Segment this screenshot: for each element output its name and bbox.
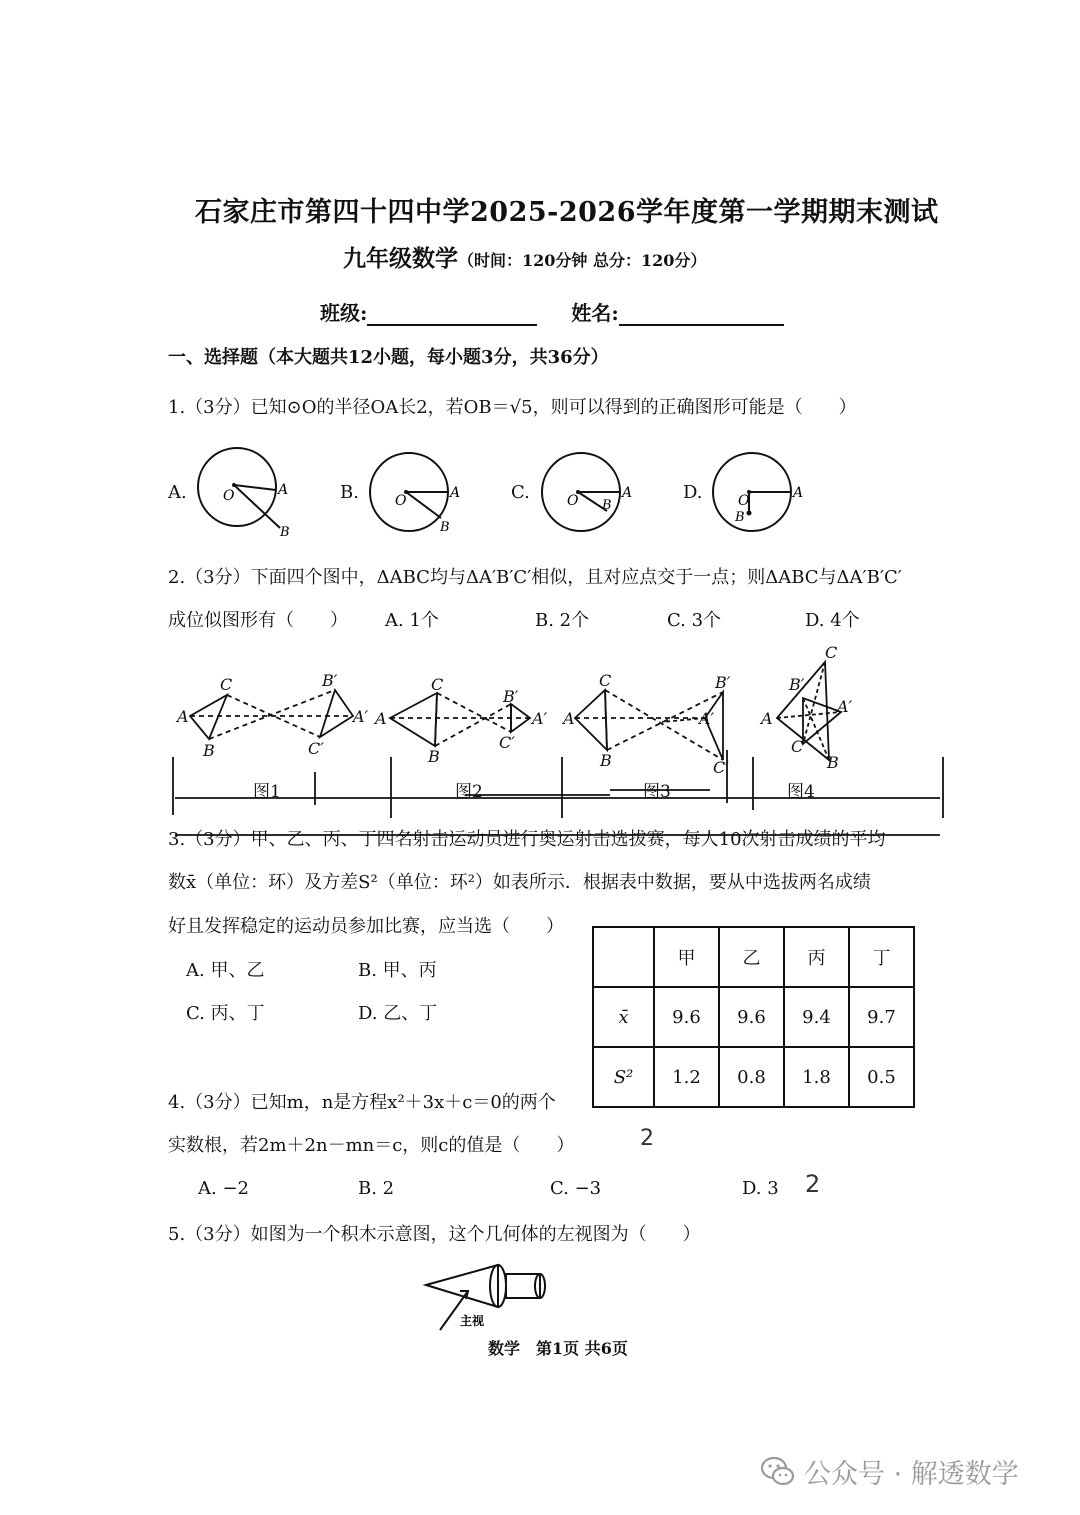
q2-option-b: B. 2个 <box>535 610 590 631</box>
fig4-label-b2: B′ <box>789 675 805 694</box>
watermark <box>760 1452 1019 1491</box>
fig1-label-a: A <box>177 707 189 726</box>
q1-stem: 1.（3分）已知⊙O的半径OA长2，若OB＝√5，则可以得到的正确图形可能是（ ） <box>168 397 857 418</box>
q1-figure-d <box>705 445 815 540</box>
q3-line1: 3.（3分）甲、乙、丙、丁四名射击运动员进行奥运射击选拔赛，每人10次射击成绩的平均 <box>168 829 886 850</box>
q1-figure-a <box>190 440 300 540</box>
q1-option-a: A. <box>168 482 187 503</box>
table-cell: S² <box>593 1047 654 1107</box>
fig4-caption: 图4 <box>787 782 815 802</box>
q1c-label-a: A <box>622 485 633 501</box>
q3-line3: 好且发挥稳定的运动员参加比赛，应当选（ ） <box>168 916 564 937</box>
q3-score-table <box>592 926 915 1108</box>
table-cell: 0.5 <box>849 1047 914 1107</box>
table-cell: 丙 <box>784 927 849 987</box>
q3-option-c: C. 丙、丁 <box>186 1003 265 1024</box>
fig1-label-c2: C′ <box>308 739 324 758</box>
q3-line2: 数x̄（单位：环）及方差S²（单位：环²）如表所示．根据表中数据，要从中选拔两名成绩 <box>168 872 871 893</box>
q2-option-a: A. 1个 <box>385 610 439 631</box>
q1-figure-b <box>362 445 472 540</box>
q1b-label-a: A <box>450 485 461 501</box>
subject-label: 九年级数学 <box>343 245 458 272</box>
q5-view-label: 主视 <box>460 1314 485 1328</box>
q1a-label-o: O <box>223 488 235 504</box>
fig1-label-b: B <box>203 741 215 760</box>
fig4-label-a2: A′ <box>837 697 853 716</box>
exam-title: 石家庄市第四十四中学2025-2026学年度第一学期期末测试 <box>195 197 939 228</box>
q4-line1: 4.（3分）已知m，n是方程x²＋3x＋c＝0的两个 <box>168 1092 556 1113</box>
table-row <box>593 987 914 1047</box>
table-header-row <box>593 927 914 987</box>
fig4-label-b: B <box>827 753 839 772</box>
q4-handwritten-note: 2 <box>805 1170 821 1198</box>
student-info-row <box>320 297 784 326</box>
q1-figure-c <box>534 445 644 540</box>
q4-option-b: B. 2 <box>358 1178 395 1199</box>
q2-figures <box>165 640 955 855</box>
fig2-label-b2: B′ <box>503 687 519 706</box>
table-cell: 9.4 <box>784 987 849 1047</box>
q2-line1: 2.（3分）下面四个图中，ΔABC均与ΔA′B′C′相似，且对应点交于一点；则ΔABC与ΔA′B′C′ <box>168 567 902 588</box>
fig2-label-a2: A′ <box>532 709 548 728</box>
subtitle-row <box>343 240 706 273</box>
class-blank <box>367 306 537 326</box>
table-cell: 0.8 <box>719 1047 784 1107</box>
q1c-label-o: O <box>567 493 579 509</box>
table-row <box>593 1047 914 1107</box>
fig2-label-a: A <box>375 709 387 728</box>
fig3-caption: 图3 <box>643 782 671 802</box>
table-cell: 乙 <box>719 927 784 987</box>
fig2-caption: 图2 <box>455 782 483 802</box>
q5-stem: 5.（3分）如图为一个积木示意图，这个几何体的左视图为（ ） <box>168 1224 701 1245</box>
q1a-label-a: A <box>278 482 289 498</box>
table-cell: 丁 <box>849 927 914 987</box>
fig3-label-c: C <box>599 671 612 690</box>
q5-figure <box>420 1255 560 1335</box>
q3-option-a: A. 甲、乙 <box>186 960 265 981</box>
table-cell: 甲 <box>654 927 719 987</box>
q1-option-b: B. <box>340 482 359 503</box>
q3-option-d: D. 乙、丁 <box>358 1003 438 1024</box>
q1b-label-o: O <box>395 493 407 509</box>
q4-line2: 实数根，若2m＋2n－mn＝c，则c的值是（ ） <box>168 1135 575 1156</box>
q1d-label-b: B <box>735 510 745 525</box>
fig4-label-c2: C′ <box>791 737 807 756</box>
fig3-label-c2: C′ <box>713 758 729 777</box>
q1-option-d: D. <box>683 482 703 503</box>
table-cell: 9.7 <box>849 987 914 1047</box>
q1c-label-b: B <box>602 498 612 513</box>
name-label: 姓名: <box>571 301 619 325</box>
watermark-text: 公众号 · 解透数学 <box>804 1459 1019 1490</box>
q4-option-d: D. 3 <box>742 1178 779 1199</box>
class-label: 班级: <box>320 301 368 325</box>
q2-option-d: D. 4个 <box>805 610 860 631</box>
table-cell: 9.6 <box>719 987 784 1047</box>
fig3-label-b: B <box>600 751 612 770</box>
fig1-label-c: C <box>220 675 233 694</box>
fig2-label-b: B <box>428 747 440 766</box>
fig1-label-b2: B′ <box>322 671 338 690</box>
q3-option-b: B. 甲、丙 <box>358 960 437 981</box>
table-cell: 1.8 <box>784 1047 849 1107</box>
table-cell: 9.6 <box>654 987 719 1047</box>
fig1-caption: 图1 <box>253 782 281 802</box>
table-cell: x̄ <box>593 987 654 1047</box>
section-heading: 一、选择题（本大题共12小题，每小题3分，共36分） <box>168 347 609 368</box>
fig2-label-c: C <box>431 675 444 694</box>
fig4-label-a: A <box>761 709 773 728</box>
q1d-label-a: A <box>793 485 804 501</box>
table-cell: 1.2 <box>654 1047 719 1107</box>
fig3-label-a2: A′ <box>699 709 715 728</box>
q4-option-c: C. −3 <box>550 1178 602 1199</box>
table-cell <box>593 927 654 987</box>
wechat-icon <box>760 1455 796 1489</box>
fig1-label-a2: A′ <box>353 707 369 726</box>
q1d-label-o: O <box>738 493 750 509</box>
q1a-label-b: B <box>280 525 290 540</box>
q2-option-c: C. 3个 <box>667 610 722 631</box>
exam-info: （时间：120分钟 总分：120分） <box>458 251 707 270</box>
q2-line2: 成位似图形有（ ） <box>168 610 348 631</box>
name-blank <box>619 306 784 326</box>
q1-option-c: C. <box>511 482 530 503</box>
fig2-label-c2: C′ <box>499 733 515 752</box>
fig3-label-a: A <box>563 709 575 728</box>
fig3-label-b2: B′ <box>715 673 731 692</box>
q4-option-a: A. −2 <box>198 1178 249 1199</box>
q4-handwritten-answer: 2 <box>640 1126 654 1151</box>
q1b-label-b: B <box>440 520 450 535</box>
fig4-label-c: C <box>825 643 838 662</box>
page-footer: 数学 第1页 共6页 <box>488 1339 628 1358</box>
